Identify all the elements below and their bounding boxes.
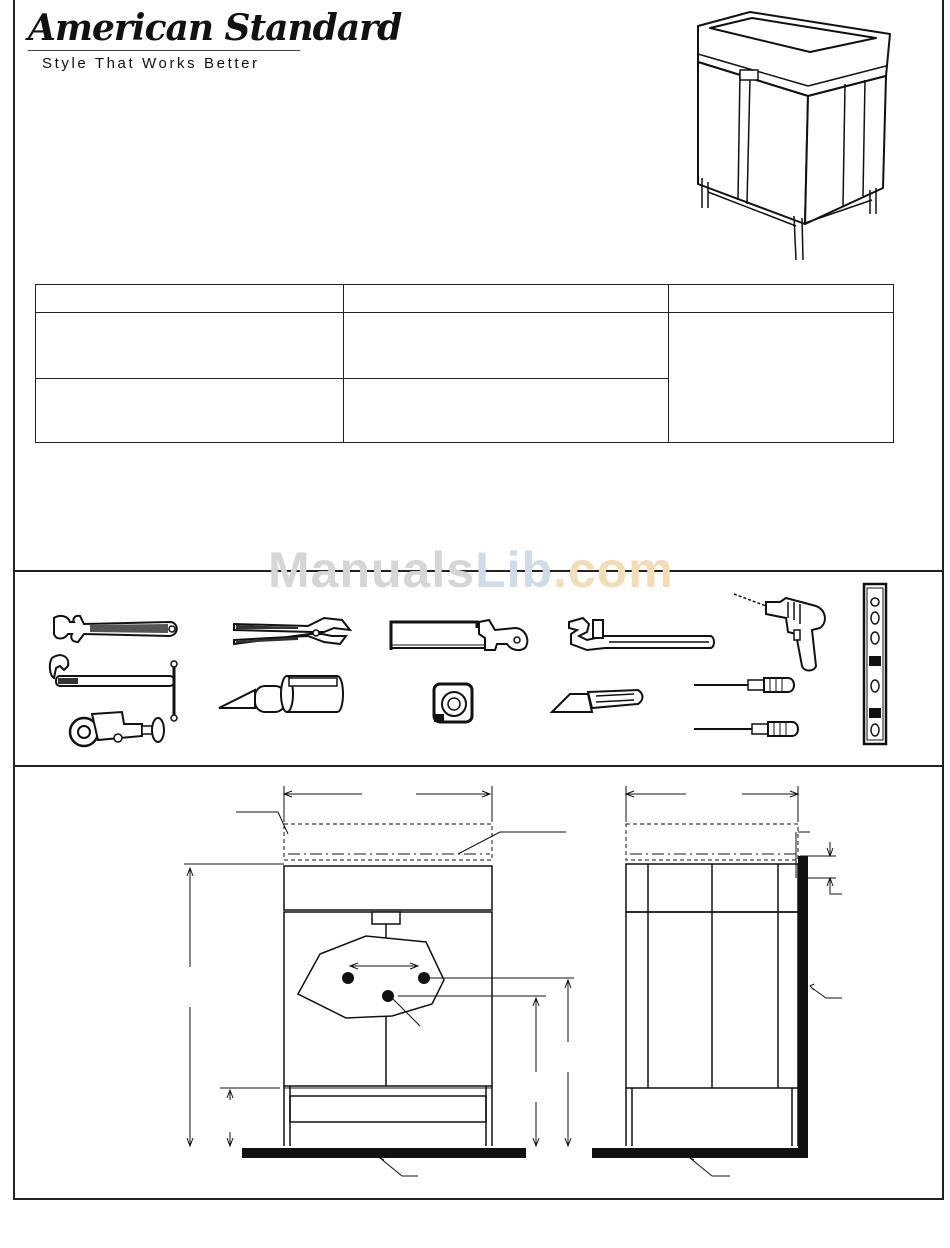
tape-measure-icon xyxy=(430,680,476,726)
vanity-cabinet-illustration xyxy=(690,4,900,264)
section-divider-tools-bottom xyxy=(13,765,944,767)
watermark-part-com: .com xyxy=(553,542,674,598)
hacksaw-icon xyxy=(385,614,535,654)
level-icon xyxy=(860,582,890,746)
brand-logo xyxy=(28,6,401,72)
spec-table xyxy=(35,284,894,443)
brand-rule xyxy=(28,50,300,51)
spec-table-cell xyxy=(344,313,669,379)
side-elevation-diagram xyxy=(586,782,856,1182)
tongue-groove-pliers-icon xyxy=(228,614,354,650)
screwdriver-icon xyxy=(690,674,800,696)
screwdriver-icon xyxy=(690,718,804,740)
spec-table-cell xyxy=(36,313,344,379)
brand-tagline: Style That Works Better xyxy=(42,55,260,72)
spec-table-cell xyxy=(36,379,344,443)
watermark-part-lib: Lib xyxy=(475,542,554,598)
front-elevation-diagram xyxy=(180,782,580,1182)
watermark-part-manuals: Manuals xyxy=(268,542,476,598)
spec-table-header-2 xyxy=(344,285,669,313)
adjustable-wrench-icon xyxy=(50,612,182,646)
pipe-wrench-icon xyxy=(565,614,717,654)
putty-icon xyxy=(215,668,345,720)
spec-table-cell xyxy=(344,379,669,443)
spec-table-cell xyxy=(669,313,894,443)
manualslib-watermark xyxy=(268,540,674,600)
spec-table-header-1 xyxy=(36,285,344,313)
spec-table-header-3 xyxy=(669,285,894,313)
brand-name: American Standard xyxy=(28,7,402,49)
tubing-cutter-icon xyxy=(62,704,170,752)
power-drill-icon xyxy=(732,588,832,672)
putty-knife-icon xyxy=(548,686,644,718)
